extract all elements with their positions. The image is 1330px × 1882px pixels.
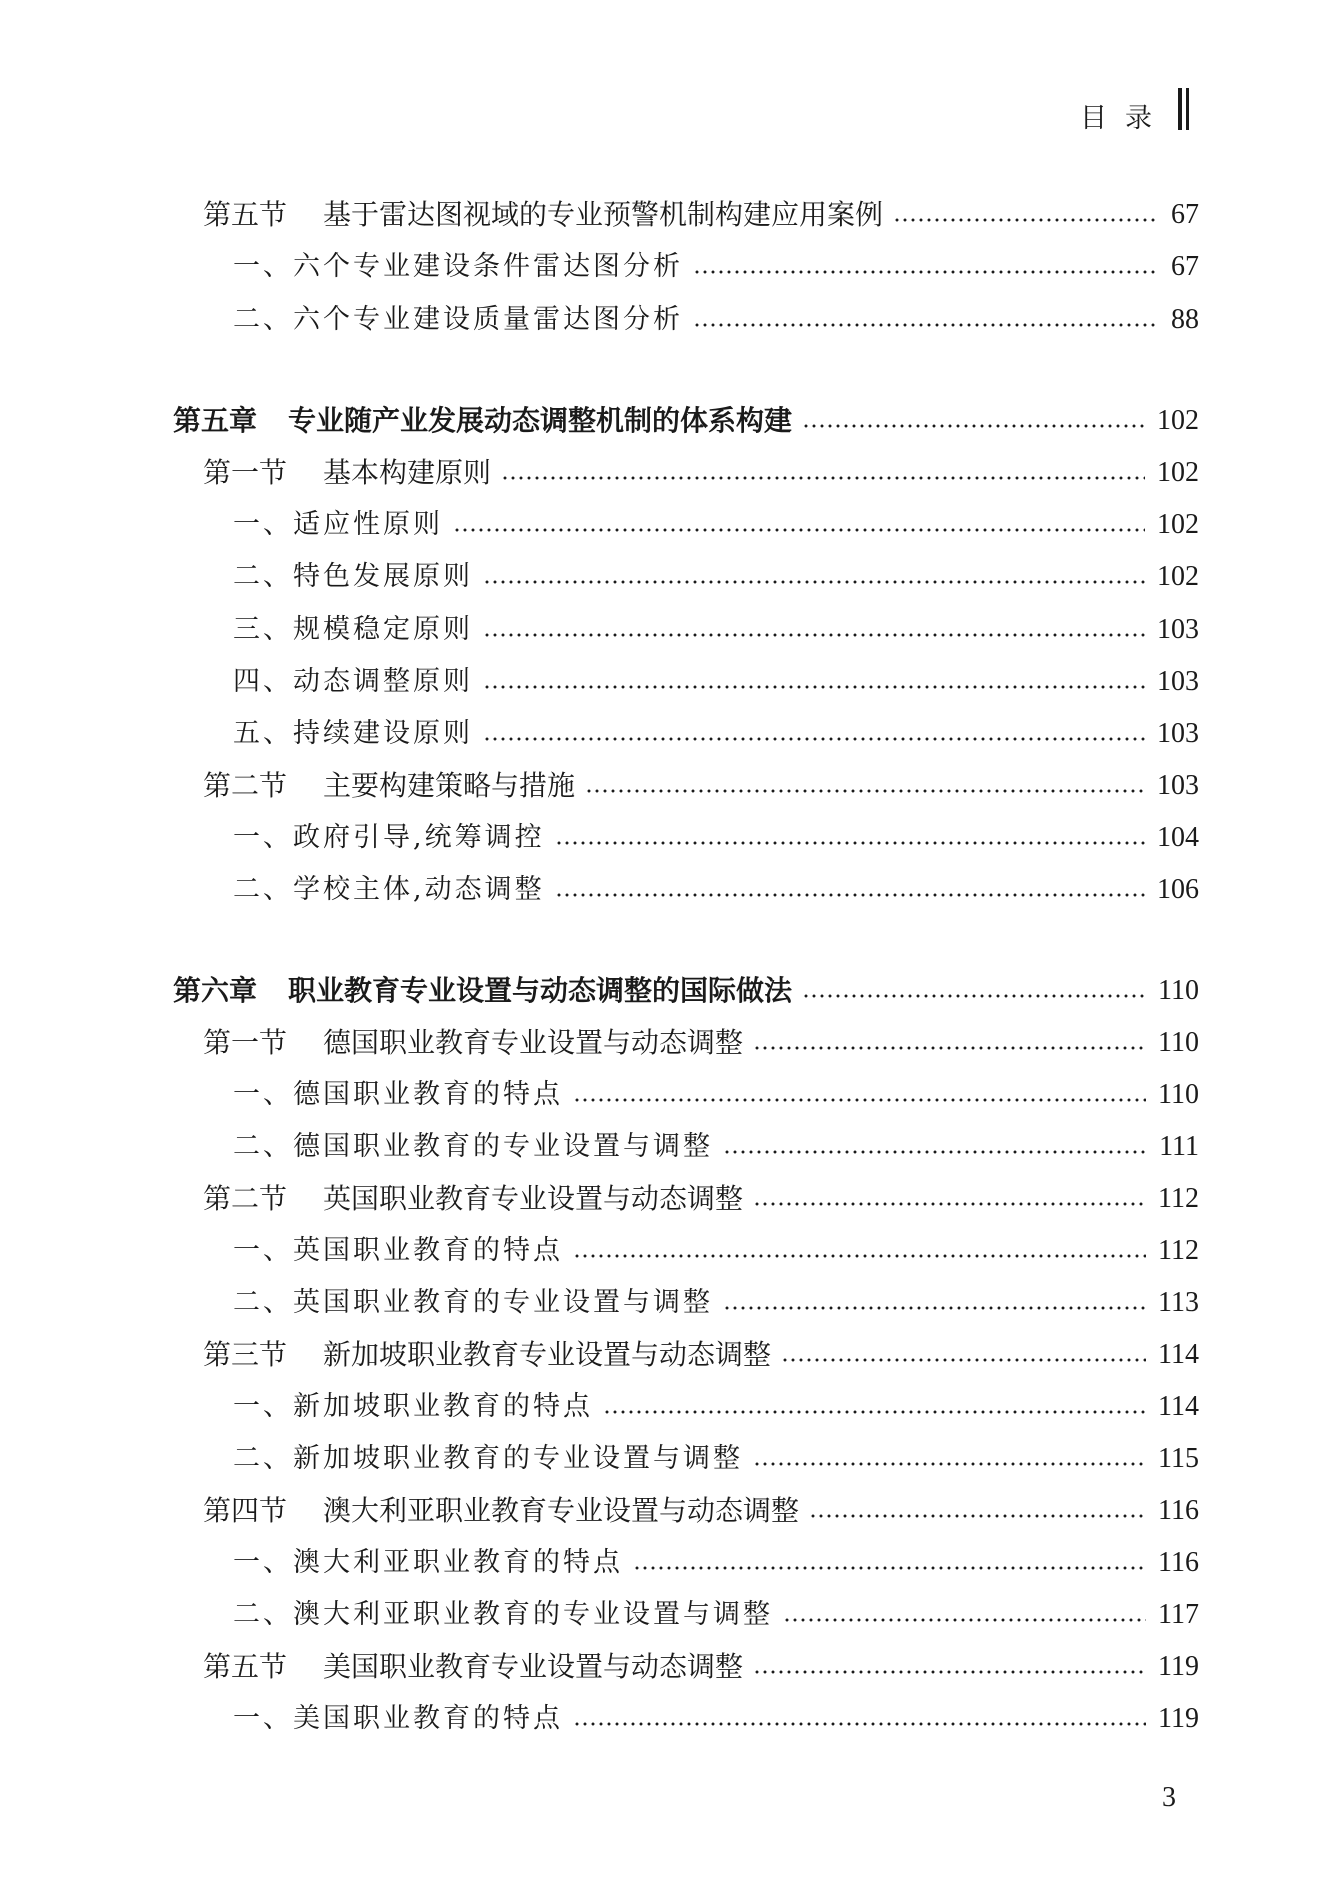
toc-item-entry[interactable]	[0, 245, 1330, 285]
header-rule-thick	[1178, 88, 1182, 130]
toc-entry-title: 二、特色发展原则	[233, 561, 473, 592]
toc-entry-title: 专业随产业发展动态调整机制的体系构建	[288, 404, 793, 437]
toc-entry-title: 二、澳大利亚职业教育的专业设置与调整	[233, 1599, 773, 1630]
toc-entry-page: 102	[1157, 457, 1199, 488]
toc-entry-number: 第二节	[203, 769, 288, 802]
toc-entry-page: 115	[1158, 1443, 1199, 1474]
dot-leader	[573, 1098, 1146, 1102]
toc-entry-page: 119	[1158, 1703, 1199, 1734]
toc-item-entry[interactable]	[0, 1073, 1330, 1113]
toc-section-entry[interactable]	[0, 1177, 1330, 1217]
dot-leader	[753, 1202, 1146, 1206]
toc-entry-number: 第三节	[203, 1338, 288, 1371]
dot-leader	[573, 1722, 1146, 1726]
toc-entry-page: 104	[1157, 822, 1199, 853]
toc-entry-number: 第四节	[203, 1494, 288, 1527]
toc-entry-title: 美国职业教育专业设置与动态调整	[323, 1650, 744, 1683]
toc-section-entry[interactable]	[0, 451, 1330, 491]
toc-entry-title: 主要构建策略与措施	[323, 769, 576, 802]
toc-item-entry[interactable]	[0, 1125, 1330, 1165]
toc-item-entry[interactable]	[0, 660, 1330, 700]
dot-leader	[603, 1410, 1146, 1414]
toc-item-entry[interactable]	[0, 1437, 1330, 1477]
toc-entry-page: 103	[1157, 614, 1199, 645]
toc-section-entry[interactable]	[0, 1489, 1330, 1529]
toc-item-entry[interactable]	[0, 1385, 1330, 1425]
dot-leader	[753, 1046, 1146, 1050]
page-number: 3	[1162, 1782, 1176, 1813]
toc-entry-title: 二、英国职业教育的专业设置与调整	[233, 1287, 713, 1318]
toc-section-entry[interactable]	[0, 193, 1330, 233]
dot-leader	[809, 1514, 1146, 1518]
toc-entry-title: 二、学校主体,动态调整	[233, 874, 545, 905]
toc-entry-title: 二、德国职业教育的专业设置与调整	[233, 1131, 713, 1162]
toc-entry-title: 英国职业教育专业设置与动态调整	[323, 1182, 744, 1215]
toc-item-entry[interactable]	[0, 816, 1330, 856]
toc-item-entry[interactable]	[0, 712, 1330, 752]
toc-entry-title: 五、持续建设原则	[233, 718, 473, 749]
toc-item-entry[interactable]	[0, 503, 1330, 543]
toc-entry-number: 第五节	[203, 198, 288, 231]
dot-leader	[753, 1670, 1146, 1674]
toc-item-entry[interactable]	[0, 1281, 1330, 1321]
dot-leader	[573, 1254, 1146, 1258]
toc-entry-title: 一、美国职业教育的特点	[233, 1703, 563, 1734]
toc-entry-page: 110	[1158, 1079, 1199, 1110]
toc-chapter-entry[interactable]	[0, 399, 1330, 439]
toc-entry-page: 116	[1158, 1547, 1199, 1578]
dot-leader	[555, 841, 1145, 845]
dot-leader	[723, 1306, 1146, 1310]
toc-entry-title: 一、政府引导,统筹调控	[233, 822, 545, 853]
toc-entry-page: 114	[1158, 1339, 1199, 1370]
toc-entry-title: 新加坡职业教育专业设置与动态调整	[323, 1338, 772, 1371]
toc-entry-page: 112	[1158, 1235, 1199, 1266]
dot-leader	[453, 528, 1145, 532]
toc-entry-number: 第二节	[203, 1182, 288, 1215]
dot-leader	[483, 737, 1145, 741]
dot-leader	[693, 323, 1159, 327]
toc-entry-title: 澳大利亚职业教育专业设置与动态调整	[323, 1494, 800, 1527]
toc-entry-number: 第五章	[173, 404, 258, 437]
toc-entry-page: 102	[1157, 405, 1199, 436]
toc-section-entry[interactable]	[0, 1645, 1330, 1685]
toc-entry-page: 103	[1157, 770, 1199, 801]
toc-entry-page: 67	[1171, 251, 1199, 282]
toc-entry-page: 111	[1159, 1131, 1199, 1162]
dot-leader	[783, 1618, 1146, 1622]
toc-entry-page: 112	[1158, 1183, 1199, 1214]
toc-entry-number: 第一节	[203, 456, 288, 489]
toc-entry-page: 102	[1157, 561, 1199, 592]
toc-entry-title: 一、澳大利亚职业教育的特点	[233, 1547, 623, 1578]
dot-leader	[802, 424, 1145, 428]
toc-item-entry[interactable]	[0, 1593, 1330, 1633]
toc-entry-title: 一、英国职业教育的特点	[233, 1235, 563, 1266]
dot-leader	[893, 218, 1159, 222]
toc-section-entry[interactable]	[0, 764, 1330, 804]
toc-entry-title: 二、新加坡职业教育的专业设置与调整	[233, 1443, 743, 1474]
dot-leader	[753, 1462, 1146, 1466]
toc-entry-title: 一、适应性原则	[233, 509, 443, 540]
toc-entry-title: 一、六个专业建设条件雷达图分析	[233, 251, 683, 282]
dot-leader	[483, 580, 1145, 584]
dot-leader	[781, 1358, 1146, 1362]
dot-leader	[555, 893, 1145, 897]
toc-item-entry[interactable]	[0, 1541, 1330, 1581]
toc-entry-page: 117	[1158, 1599, 1199, 1630]
toc-entry-page: 67	[1171, 199, 1199, 230]
dot-leader	[633, 1566, 1146, 1570]
toc-item-entry[interactable]	[0, 298, 1330, 338]
toc-item-entry[interactable]	[0, 868, 1330, 908]
toc-entry-page: 110	[1158, 975, 1199, 1006]
toc-item-entry[interactable]	[0, 1229, 1330, 1269]
dot-leader	[723, 1150, 1147, 1154]
toc-section-entry[interactable]	[0, 1333, 1330, 1373]
toc-entry-number: 第六章	[173, 974, 258, 1007]
toc-entry-page: 113	[1158, 1287, 1199, 1318]
toc-entry-title: 基本构建原则	[323, 456, 492, 489]
toc-entry-title: 四、动态调整原则	[233, 666, 473, 697]
running-header-title: 目录	[1080, 103, 1170, 134]
dot-leader	[501, 476, 1145, 480]
dot-leader	[483, 633, 1145, 637]
toc-entry-page: 119	[1158, 1651, 1199, 1682]
toc-entry-title: 一、新加坡职业教育的特点	[233, 1391, 593, 1422]
toc-entry-page: 102	[1157, 509, 1199, 540]
toc-entry-page: 106	[1157, 874, 1199, 905]
toc-entry-page: 110	[1158, 1027, 1199, 1058]
toc-entry-page: 116	[1158, 1495, 1199, 1526]
dot-leader	[693, 270, 1159, 274]
toc-entry-page: 103	[1157, 666, 1199, 697]
toc-entry-title: 基于雷达图视域的专业预警机制构建应用案例	[323, 198, 884, 231]
toc-section-entry[interactable]	[0, 1021, 1330, 1061]
toc-item-entry[interactable]	[0, 555, 1330, 595]
toc-item-entry[interactable]	[0, 608, 1330, 648]
dot-leader	[585, 789, 1145, 793]
header-rule-thin	[1186, 88, 1189, 130]
toc-entry-title: 三、规模稳定原则	[233, 614, 473, 645]
toc-entry-title: 职业教育专业设置与动态调整的国际做法	[288, 974, 793, 1007]
toc-entry-number: 第一节	[203, 1026, 288, 1059]
toc-entry-page: 88	[1171, 304, 1199, 335]
dot-leader	[483, 685, 1145, 689]
toc-item-entry[interactable]	[0, 1697, 1330, 1737]
toc-entry-title: 德国职业教育专业设置与动态调整	[323, 1026, 744, 1059]
toc-entry-title: 一、德国职业教育的特点	[233, 1079, 563, 1110]
toc-entry-page: 103	[1157, 718, 1199, 749]
toc-chapter-entry[interactable]	[0, 969, 1330, 1009]
dot-leader	[802, 994, 1146, 998]
toc-entry-title: 二、六个专业建设质量雷达图分析	[233, 304, 683, 335]
toc-entry-number: 第五节	[203, 1650, 288, 1683]
toc-entry-page: 114	[1158, 1391, 1199, 1422]
